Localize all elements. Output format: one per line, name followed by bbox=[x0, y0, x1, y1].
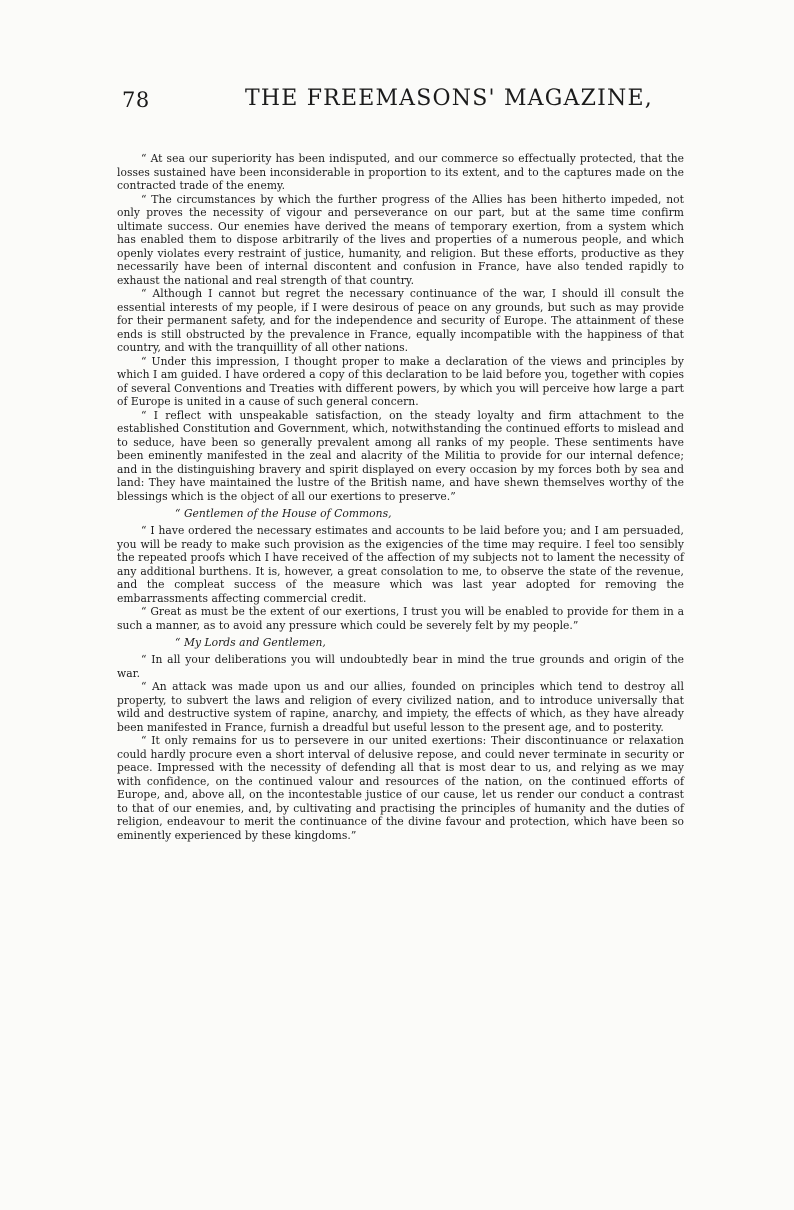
paragraph-declaration: “ Under this impression, I thought proper to make a declaration of the views and principles by which I am guided. I have ordered a copy of this declaration to be laid before you, together with copies of several Conventions and Treaties with different powers, by which you will perceive how large a part of Europe is united in a cause of such general concern. bbox=[117, 354, 684, 408]
address-lords-and-gentlemen: “ My Lords and Gentlemen, bbox=[175, 636, 326, 649]
paragraph-naval-superiority: “ At sea our superiority has been indisputed, and our commerce so effectually protected, that the losses sustained have been inconsiderable in proportion to its extent, and to the captures made on the contracted trade of the enemy. bbox=[117, 152, 684, 192]
page-number: 78 bbox=[122, 88, 150, 112]
paragraph-continuance-of-war: “ Although I cannot but regret the necessary continuance of the war, I should ill consult the essential interests of my people, if I were desirous of peace on any grounds, but such as may provide for their permanent safety, and for the independence and security of Europe. The attainment of these ends is still obstructed by the prevalence in France, equally incompatible with the happiness of that country, and with the tranquillity of all other nations. bbox=[117, 287, 684, 354]
paragraph-persevere: “ It only remains for us to persevere in our united exertions: Their discontinuance or relaxation could hardly procure even a short interval of delusive repose, and could never terminate in security or peace. Impressed with the necessity of defending all that is most dear to us, and relying as we may with confidence, on the continued valour and resources of the nation, on the continued efforts of Europe, and, above all, on the incontestable justice of our cause, let us render our conduct a contrast to that of our enemies, and, by cultivating and practising the principles of humanity and the duties of religion, endeavour to merit the continuance of the divine favour and protection, which have been so eminently experienced by these kingdoms.” bbox=[117, 734, 684, 842]
paragraph-allies-progress: “ The circumstances by which the further progress of the Allies has been hitherto impeded, not only proves the necessity of vigour and perseverance on our part, but at the same time confirm ultimate success. Our enemies have derived the means of temporary exertion, from a system which has enabled them to dispose arbitrarily of the lives and properties of a numerous people, and which openly violates every restraint of justice, humanity, and religion. But these efforts, productive as they necessarily have been of internal discontent and confusion in France, have also tended rapidly to exhaust the national and real strength of that country. bbox=[117, 192, 684, 287]
body-text bbox=[117, 152, 684, 842]
address-house-of-commons: “ Gentlemen of the House of Commons, bbox=[175, 507, 392, 520]
paragraph-estimates: “ I have ordered the necessary estimates and accounts to be laid before you; and I am persuaded, you will be ready to make such provision as the exigencies of the time may require. I feel too sensibly the repeated proofs which I have received of the affection of my subjects not to lament the necessity of any additional burthens. It is, however, a great consolation to me, to observe the state of the revenue, and the compleat success of the measure which was last year adopted for removing the embarrassments affecting commercial credit. bbox=[117, 524, 684, 605]
paragraph-attack: “ An attack was made upon us and our allies, founded on principles which tend to destroy all property, to subvert the laws and religion of every civilized nation, and to introduce universally that wild and destructive system of rapine, anarchy, and impiety, the effects of which, as they have already been manifested in France, furnish a dreadful but useful lesson to the present age, and to posterity. bbox=[117, 680, 684, 734]
paragraph-exertions: “ Great as must be the extent of our exertions, I trust you will be enabled to provide for them in a such a manner, as to avoid any pressure which could be severely felt by my people.” bbox=[117, 605, 684, 632]
paragraph-deliberations: “ In all your deliberations you will undoubtedly bear in mind the true grounds and origin of the war. bbox=[117, 653, 684, 680]
paragraph-loyalty: “ I reflect with unspeakable satisfaction, on the steady loyalty and firm attachment to the established Constitution and Government, which, notwithstanding the continued efforts to mislead and to seduce, have been so generally prevalent among all ranks of my people. These sentiments have been eminently manifested in the zeal and alacrity of the Militia to provide for our internal defence; and in the distinguishing bravery and spirit displayed on every occasion by my forces both by sea and land: They have maintained the lustre of the British name, and have shewn themselves worthy of the blessings which is the object of all our exertions to preserve.” bbox=[117, 408, 684, 503]
page-header bbox=[122, 84, 687, 116]
running-head: THE FREEMASONS' MAGAZINE, bbox=[245, 86, 653, 111]
